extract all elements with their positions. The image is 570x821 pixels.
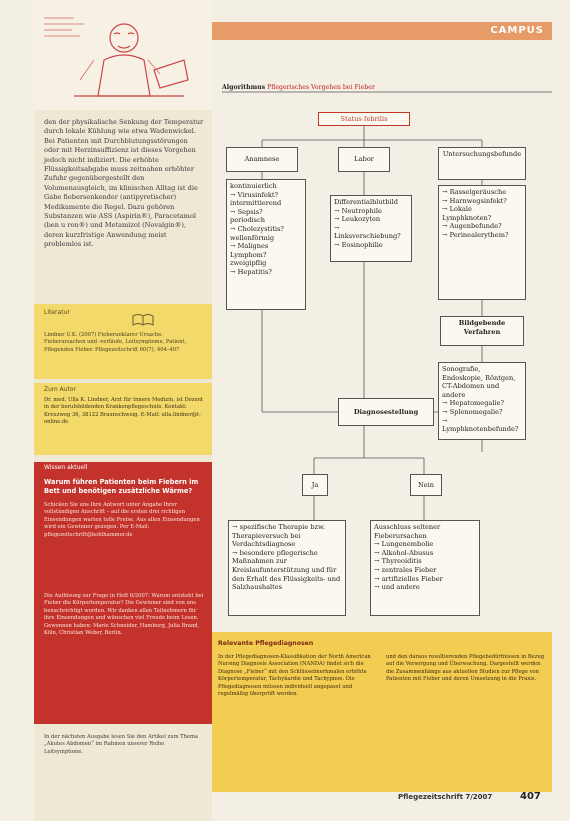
book-icon (132, 312, 154, 331)
literature-title: Literatur (44, 309, 70, 316)
labor-list: Differentialblutbild → Neutrophile → Leukozyten → Linksverschiebung? → Eosinophilie (330, 195, 412, 262)
next-issue-note: In der nächsten Ausgabe lesen Sie den Artikel zum Thema „Akutes Abdomen“ im Rahmen unserer Reihe Leitsymptome. (44, 734, 199, 755)
quiz-resolution: Die Auflösung zur Frage in Heft 6/2007: Warum entsteht bei Fieber die Körpertemperatur? Die Gewinner sind von uns benachrichtigt worden. Wir danken allen Teilnehmern für ihre Einsendungen und wünschen viel Freude beim Lesen. Gewonnen haben: Marie Schneider, Hamburg, Julia Brand, Köln, Christian Weber, Berlin. (44, 593, 204, 637)
bildgebend-list: Sonografie, Endoskopie, Röntgen, CT-Abdomen und andere → Hepatomegalie? → Splenomegalie? → Lymphknotenbefunde? (438, 362, 526, 440)
untersuchung-box: Untersuchungsbefunde (438, 147, 526, 180)
nursing-diagnoses-box (212, 632, 552, 792)
anamnese-box: Anamnese (226, 147, 298, 172)
section-header-bar (212, 22, 552, 40)
section-label: CAMPUS (490, 25, 544, 36)
diagram-title-bold: Algorithmus (222, 84, 266, 91)
literature-box (34, 304, 212, 379)
quiz-title: Wissen aktuell (44, 464, 88, 471)
article-body-text: den der physikalische Senkung der Temperatur durch lokale Kühlung wie etwa Wadenwickel. Bei Patienten mit Durchblutungsstörungen oder mit Herzinsuffizienz ist dieses Vorgehen jedoch nicht indiziert. Die erhöhte Flüssigkeitsabgabe muss zeitnahen erhöhter Zufuhr gegenübergestellt den Volumenausgleich, im klinischen Alltag ist die Gabe fiebersenkender (antipyretischer) Medikamente die Regel. Dazu gehören Substanzen wie ASS (Aspirin®), Paracetamol (ben u ron®) und Metamizol (Novalgin®), deren kurzfristige Anwendung meist problemlos ist. (44, 118, 204, 249)
page-number: 407 (520, 791, 541, 802)
author-text: Dr. med. Ulla K. Lindner, Arzt für Innere Medizin, ist Dozent in der berufsbildenden Krankenpflegeschule. Kontakt: Kreuzweg 36, 38122 Braunschweig. E-Mail: ulla.lindner@t-online.de (44, 397, 204, 426)
header-illustration (34, 0, 212, 110)
journal-footer: Pflegezeitschrift 7/2007 (398, 793, 493, 801)
labor-box: Labor (338, 147, 390, 172)
diagnose-box: Diagnosestellung (338, 398, 434, 426)
nursing-title: Relevante Pflegediagnosen (218, 640, 314, 647)
diagram-title (222, 84, 375, 91)
nein-list: Ausschluss seltener Fieberursachen → Lungenembolie → Alkohol-Abusus → Thyreoiditis → zentrales Fieber → artifizielles Fieber → und andere (370, 520, 480, 616)
nursing-col2: und den daraus resultierenden Pflegebedürfnissen in Bezug auf die Versorgung und Überwachung. Dargestellt werden die Zusammenhänge aus aktuellen Studien zur Pflege von Patienten mit Fieber und deren Umsetzung in die Praxis. (386, 654, 545, 683)
author-box (34, 383, 212, 455)
ja-list: → spezifische Therapie bzw. Therapieversuch bei Verdachtsdiagnose → besondere pflegerische Maßnahmen zur Kreislaufunterstützung und für den Erhalt des Flüssigkeits- und Salzhaushaltes (228, 520, 346, 616)
left-column (34, 0, 212, 821)
author-title: Zum Autor (44, 386, 77, 393)
bildgebend-box: Bildgebende Verfahren (440, 316, 524, 346)
quiz-question: Warum führen Patienten beim Fiebern im Bett und benötigen zusätzliche Wärme? (44, 478, 199, 496)
nursing-col1: In der Pflegediagnosen-Klassifikation der North American Nursing Diagnosis Association (NANDA) findet sich die Diagnose „Fieber“ mit den Schlüsselmerkmalen erhöhte Körpertemperatur, Tachykardie und Tachypnoe. Die Pflegediagnosen müssen individuell angepasst und regelmäßig überprüft werden. (218, 654, 371, 698)
anamnese-list: kontinuierlich → Virusinfekt? intermittierend → Sepsis? periodisch → Cholezystitis? wellenförmig → Malignes Lymphom? zweigipflig → Hepatitis? (226, 179, 306, 310)
nein-box: Nein (410, 474, 442, 496)
untersuchung-list: → Rasselgeräusche → Harnwegsinfekt? → Lokale Lymphknoten? → Augenbefunde? → Perinealerythem? (438, 185, 526, 300)
ja-box: Ja (302, 474, 328, 496)
literature-text: Lindner U.K. (2007) Fieberunklarer Ursache. Fieberursachen und -verläufe, Leitsymptome, Patient, Pflegenden Fieber. Pflegezeitschrift 60(7), 404–407 (44, 332, 187, 353)
quiz-text: Schicken Sie uns Ihre Antwort unter Angabe Ihrer vollständigen Anschrift – auf die ersten drei richtigen Einsendungen warten tolle Preise. Aus allen Einsendungen wird ein Gewinner gezogen. Per E-Mail: pflegezeitschrift@kohlhammer.de (44, 502, 200, 538)
diagram-title-sub: Pflegerisches Vorgehen bei Fieber (267, 84, 375, 91)
quiz-box (34, 462, 212, 724)
status-febrilis-box: Status febrilis (318, 112, 410, 126)
